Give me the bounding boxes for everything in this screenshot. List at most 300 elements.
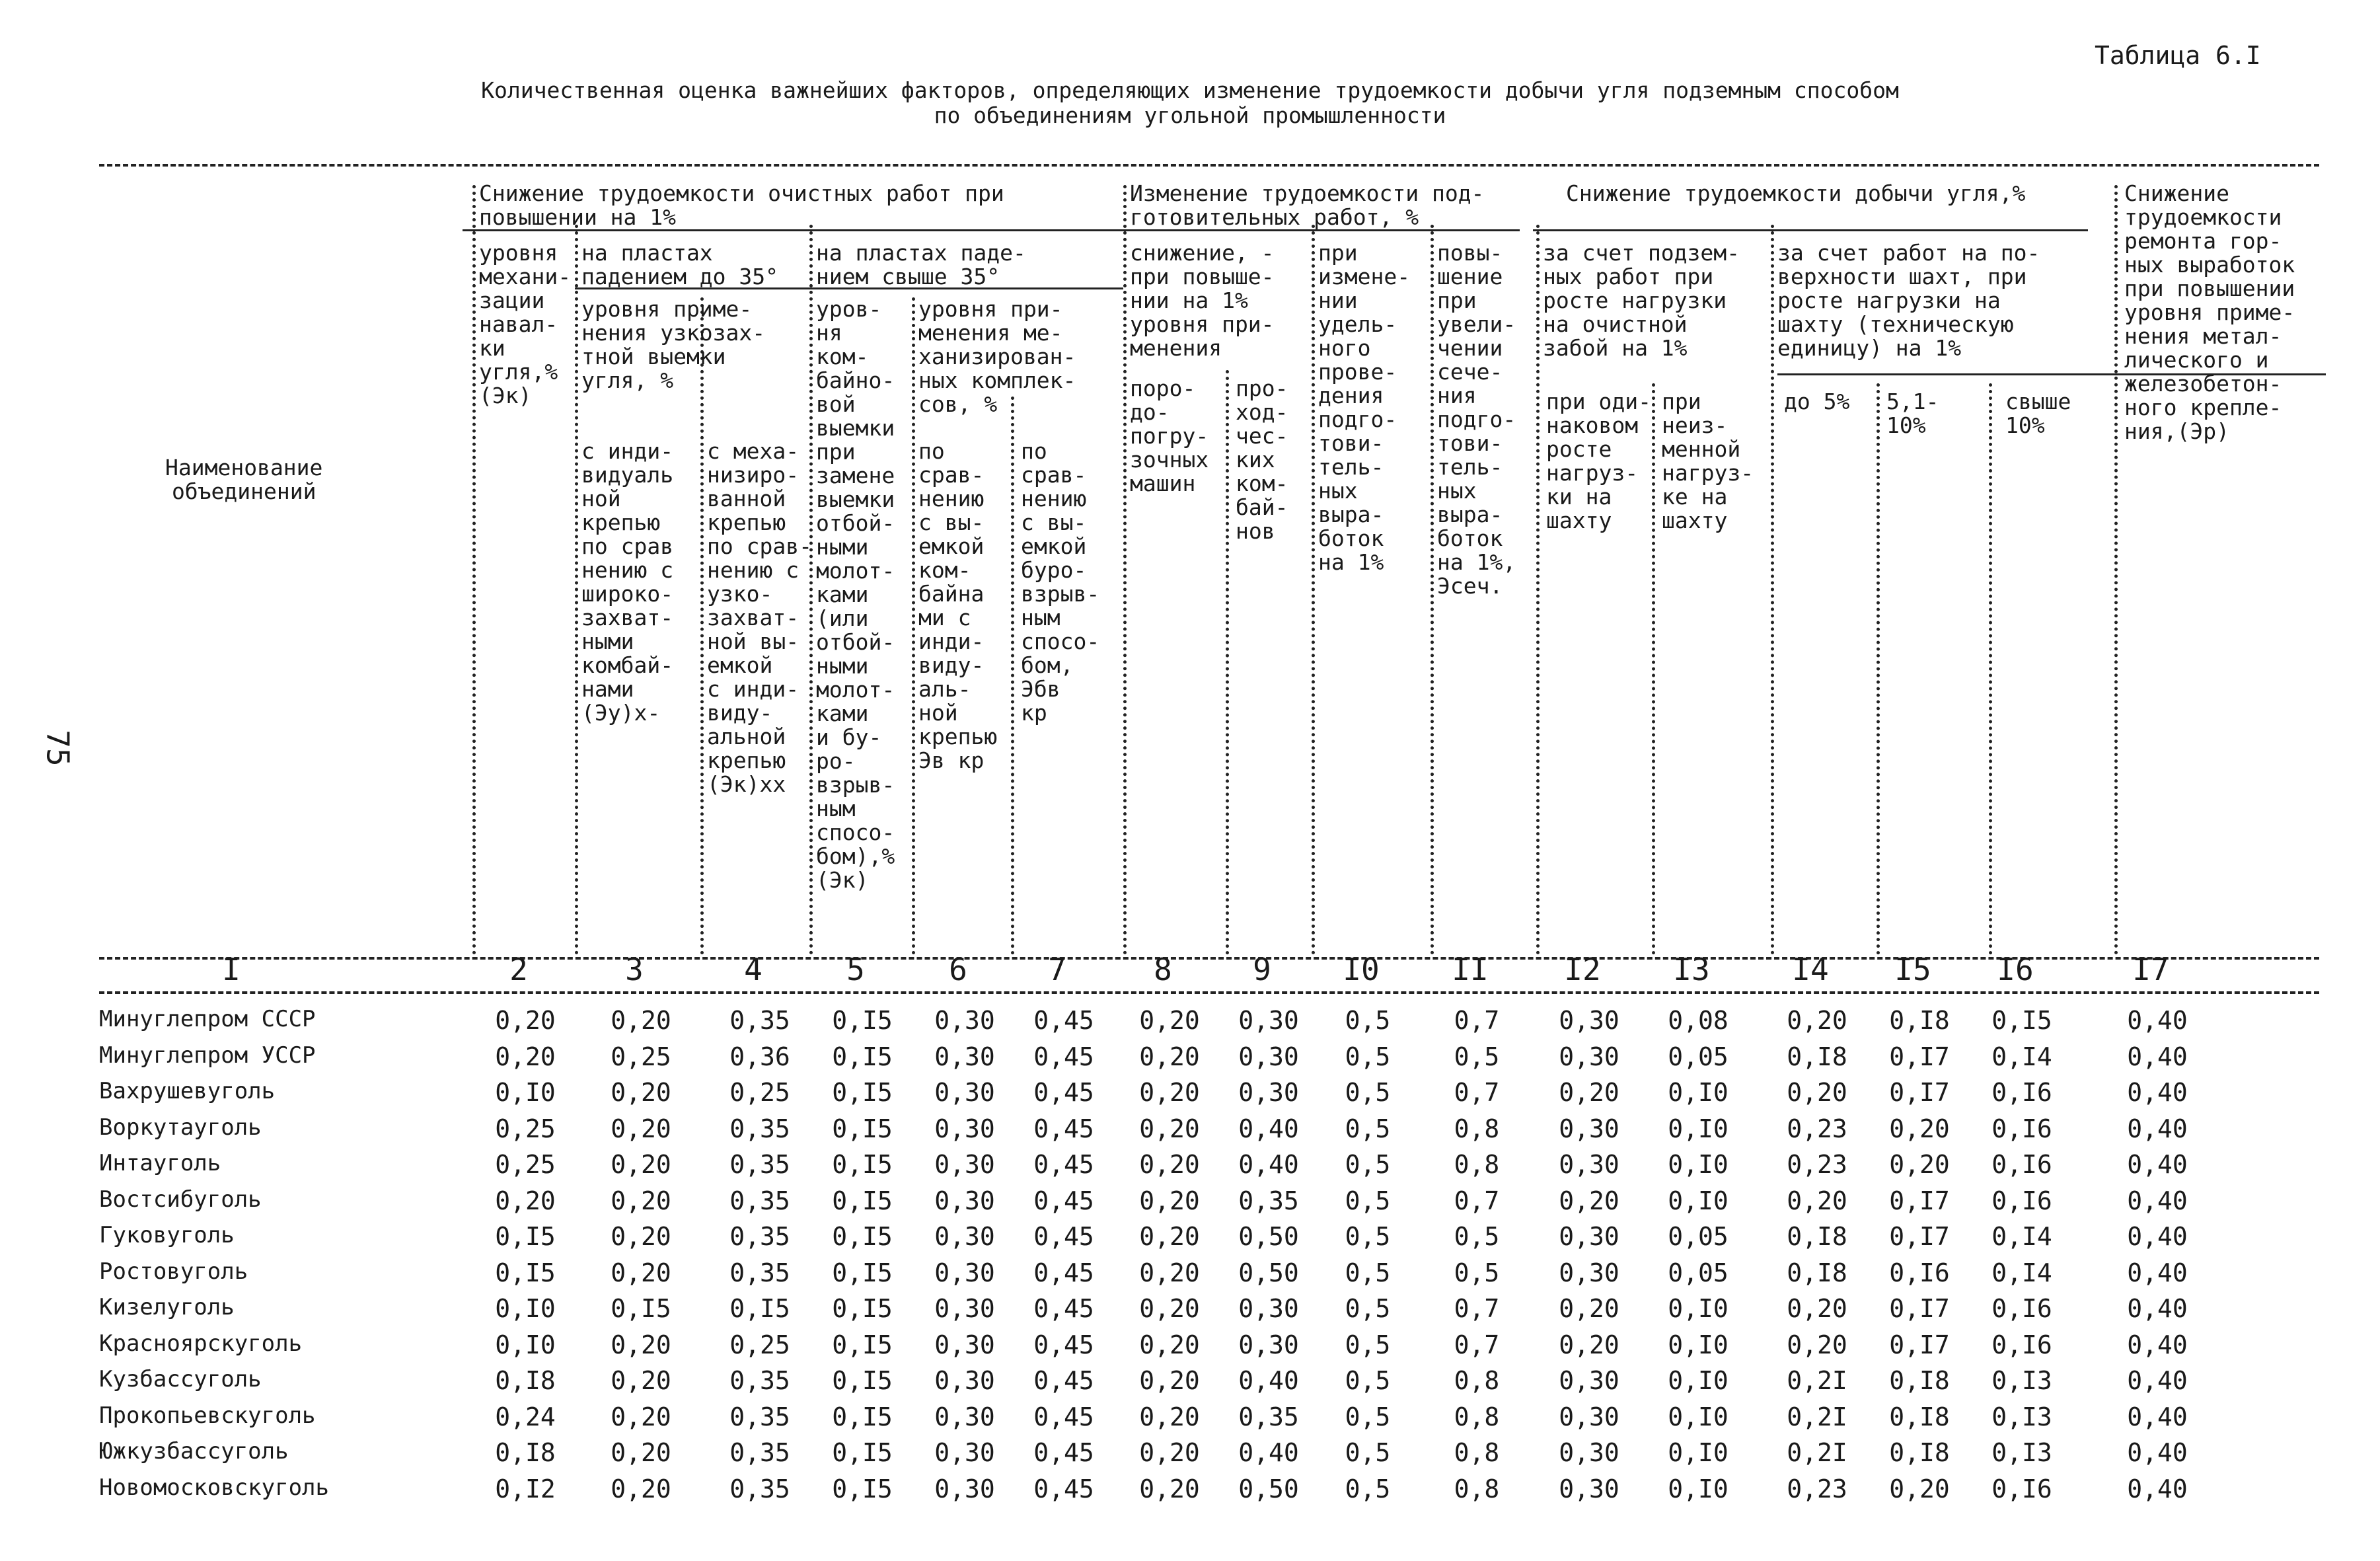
- table-cell: 0,5: [1345, 1006, 1391, 1035]
- table-cell: 0,5: [1345, 1294, 1391, 1323]
- table-cell: 0,I5: [832, 1042, 893, 1071]
- table-cell: 0,40: [2127, 1402, 2188, 1431]
- table-cell: 0,30: [1559, 1366, 1619, 1395]
- header-sub-8-9: снижение, - при повыше- нии на 1% уровня при- менения: [1130, 240, 1275, 361]
- table-cell: 0,20: [611, 1402, 671, 1431]
- column-number: I6: [1997, 952, 2034, 987]
- table-cell: 0,I7: [1889, 1042, 1950, 1071]
- table-cell: 0,35: [729, 1366, 790, 1395]
- table-cell: 0,I0: [1668, 1366, 1729, 1395]
- col-sep-8: [1226, 370, 1229, 955]
- table-cell: 0,20: [611, 1438, 671, 1467]
- table-row: [99, 1258, 2346, 1294]
- table-cell: 0,35: [729, 1006, 790, 1035]
- header-col7: по срав- нению с вы- емкой буро- взрыв- ным спосо- бом, Эбв кр: [1021, 438, 1100, 726]
- column-number: I7: [2132, 952, 2169, 987]
- table-cell: 0,30: [1559, 1402, 1619, 1431]
- table-cell: 0,50: [1238, 1222, 1299, 1251]
- header-col9: про- ход- чес- ких ком- бай- нов: [1236, 375, 1288, 544]
- table-cell: 0,30: [1559, 1042, 1619, 1071]
- col-sep-12: [1652, 383, 1655, 955]
- table-cell: 0,5: [1345, 1258, 1391, 1287]
- table-cell: 0,8: [1454, 1438, 1500, 1467]
- table-cell: 0,5: [1345, 1150, 1391, 1179]
- table-cell: 0,20: [1139, 1330, 1200, 1359]
- table-cell: 0,35: [729, 1186, 790, 1215]
- table-cell: 0,8: [1454, 1114, 1500, 1143]
- table-cell: 0,40: [2127, 1114, 2188, 1143]
- table-cell: 0,25: [611, 1042, 671, 1071]
- table-cell: 0,I8: [1889, 1402, 1950, 1431]
- table-cell: 0,20: [1139, 1078, 1200, 1107]
- table-cell: 0,I7: [1889, 1330, 1950, 1359]
- table-cell: 0,I0: [495, 1294, 556, 1323]
- table-row: [99, 1294, 2346, 1330]
- table-cell: 0,5: [1345, 1402, 1391, 1431]
- table-cell: 0,20: [1139, 1150, 1200, 1179]
- table-cell: 0,I5: [495, 1222, 556, 1251]
- table-cell: 0,2I: [1787, 1366, 1847, 1395]
- column-number: 8: [1154, 952, 1172, 987]
- row-name: Новомосковскуголь: [99, 1474, 329, 1501]
- table-cell: 0,I5: [832, 1438, 893, 1467]
- table-cell: 0,20: [611, 1150, 671, 1179]
- table-cell: 0,23: [1787, 1474, 1847, 1504]
- col-sep-6: [1011, 397, 1014, 955]
- table-row: [99, 1150, 2346, 1186]
- table-cell: 0,45: [1033, 1222, 1094, 1251]
- table-cell: 0,20: [1787, 1294, 1847, 1323]
- table-cell: 0,5: [1345, 1438, 1391, 1467]
- table-cell: 0,20: [611, 1474, 671, 1504]
- table-cell: 0,20: [495, 1042, 556, 1071]
- table-cell: 0,5: [1345, 1186, 1391, 1215]
- table-cell: 0,20: [1139, 1258, 1200, 1287]
- table-cell: 0,I0: [1668, 1330, 1729, 1359]
- column-number: I2: [1564, 952, 1601, 987]
- row-name: Гуковуголь: [99, 1222, 235, 1248]
- table-cell: 0,20: [611, 1330, 671, 1359]
- col-sep-7: [1123, 185, 1127, 955]
- table-cell: 0,20: [1787, 1330, 1847, 1359]
- table-cell: 0,30: [1559, 1222, 1619, 1251]
- header-col4: с меха- низиро- ванной крепью по срав- нению с узко- захват- ной вы- емкой с инди- виду- альной крепью (Эк)хх: [707, 438, 812, 797]
- table-cell: 0,I0: [1668, 1402, 1729, 1431]
- table-cell: 0,5: [1345, 1078, 1391, 1107]
- page-number: 75: [40, 730, 76, 767]
- table-cell: 0,40: [2127, 1330, 2188, 1359]
- table-cell: 0,I0: [1668, 1474, 1729, 1504]
- table-cell: 0,I8: [495, 1366, 556, 1395]
- header-col10: при измене- нии удель- ного прове- дения подго- тови- тель- ных выра- боток на 1%: [1318, 240, 1411, 575]
- table-cell: 0,20: [611, 1366, 671, 1395]
- table-cell: 0,30: [934, 1078, 995, 1107]
- group-c-underline: [1533, 229, 2088, 231]
- table-cell: 0,36: [729, 1042, 790, 1071]
- table-cell: 0,40: [2127, 1006, 2188, 1035]
- header-col5: уров- ня ком- байно- вой выемки при замене выемки отбой- ными молот- ками (или отбой- ными молот- ками и бу- ро- взрыв- ным спосо- бом),% (Эк): [816, 296, 895, 893]
- column-number: 6: [949, 952, 967, 987]
- table-cell: 0,8: [1454, 1402, 1500, 1431]
- table-cell: 0,I5: [832, 1474, 893, 1504]
- table-cell: 0,45: [1033, 1114, 1094, 1143]
- table-cell: 0,35: [729, 1474, 790, 1504]
- row-name: Кузбассуголь: [99, 1366, 262, 1392]
- column-number: 2: [509, 952, 528, 987]
- table-cell: 0,I5: [832, 1294, 893, 1323]
- table-cell: 0,I8: [1787, 1042, 1847, 1071]
- header-group-c: Снижение трудоемкости добычи угля,%: [1566, 180, 2026, 206]
- table-cell: 0,5: [1345, 1366, 1391, 1395]
- table-cell: 0,25: [495, 1114, 556, 1143]
- table-cell: 0,5: [1345, 1330, 1391, 1359]
- table-cell: 0,35: [729, 1222, 790, 1251]
- header-top-rule: [99, 164, 2319, 167]
- table-cell: 0,I0: [495, 1078, 556, 1107]
- header-col14: до 5%: [1784, 389, 1850, 414]
- table-cell: 0,45: [1033, 1438, 1094, 1467]
- table-cell: 0,20: [1787, 1078, 1847, 1107]
- header-col6: по срав- нению с вы- емкой ком- байна ми с инди- виду- аль- ной крепью Эв кр: [918, 438, 998, 773]
- table-cell: 0,I5: [1991, 1006, 2052, 1035]
- table-row: [99, 1042, 2346, 1078]
- table-cell: 0,I8: [1889, 1006, 1950, 1035]
- table-cell: 0,30: [1238, 1078, 1299, 1107]
- table-cell: 0,I5: [832, 1402, 893, 1431]
- table-cell: 0,7: [1454, 1006, 1500, 1035]
- table-cell: 0,40: [2127, 1438, 2188, 1467]
- table-cell: 0,25: [495, 1150, 556, 1179]
- table-cell: 0,20: [1139, 1114, 1200, 1143]
- table-cell: 0,30: [1559, 1474, 1619, 1504]
- table-cell: 0,30: [1559, 1150, 1619, 1179]
- table-cell: 0,40: [2127, 1294, 2188, 1323]
- col-sep-13: [1771, 225, 1774, 955]
- table-cell: 0,5: [1345, 1222, 1391, 1251]
- table-cell: 0,30: [934, 1294, 995, 1323]
- row-name: Минуглепром СССР: [99, 1006, 316, 1032]
- table-cell: 0,30: [934, 1222, 995, 1251]
- table-cell: 0,I8: [1889, 1438, 1950, 1467]
- row-name: Кизелуголь: [99, 1294, 235, 1320]
- table-cell: 0,30: [934, 1474, 995, 1504]
- table-cell: 0,40: [2127, 1078, 2188, 1107]
- table-cell: 0,24: [495, 1402, 556, 1431]
- table-cell: 0,08: [1668, 1006, 1729, 1035]
- table-cell: 0,I3: [1991, 1366, 2052, 1395]
- table-cell: 0,30: [1559, 1114, 1619, 1143]
- table-row: [99, 1114, 2346, 1150]
- col-sep-14: [1877, 383, 1880, 955]
- header-sub-12-13: за счет подзем- ных работ при росте нагрузки на очистной забой на 1%: [1543, 240, 1740, 361]
- table-cell: 0,20: [1559, 1078, 1619, 1107]
- header-sub-14-16: за счет работ на по- верхности шахт, при росте нагрузки на шахту (техническую единицу) на 1%: [1777, 240, 2040, 361]
- table-cell: 0,8: [1454, 1474, 1500, 1504]
- table-cell: 0,30: [934, 1186, 995, 1215]
- table-cell: 0,20: [1139, 1222, 1200, 1251]
- table-cell: 0,20: [1559, 1330, 1619, 1359]
- table-cell: 0,I6: [1991, 1150, 2052, 1179]
- table-cell: 0,I5: [832, 1006, 893, 1035]
- table-cell: 0,05: [1668, 1258, 1729, 1287]
- table-cell: 0,30: [934, 1438, 995, 1467]
- table-cell: 0,20: [1139, 1042, 1200, 1071]
- table-row: [99, 1222, 2346, 1258]
- table-cell: 0,2I: [1787, 1438, 1847, 1467]
- table-cell: 0,35: [729, 1114, 790, 1143]
- table-cell: 0,I0: [495, 1330, 556, 1359]
- table-cell: 0,45: [1033, 1186, 1094, 1215]
- table-cell: 0,I5: [832, 1078, 893, 1107]
- column-number: 5: [846, 952, 865, 987]
- row-name: Интауголь: [99, 1150, 221, 1176]
- table-cell: 0,30: [1559, 1438, 1619, 1467]
- table-cell: 0,I6: [1991, 1078, 2052, 1107]
- column-number: I0: [1343, 952, 1380, 987]
- table-cell: 0,40: [2127, 1222, 2188, 1251]
- table-cell: 0,I4: [1991, 1258, 2052, 1287]
- column-number: I4: [1792, 952, 1829, 987]
- table-cell: 0,20: [611, 1114, 671, 1143]
- table-cell: 0,5: [1345, 1474, 1391, 1504]
- table-cell: 0,25: [729, 1078, 790, 1107]
- table-cell: 0,40: [2127, 1042, 2188, 1071]
- table-cell: 0,I5: [832, 1186, 893, 1215]
- table-cell: 0,45: [1033, 1330, 1094, 1359]
- table-cell: 0,I5: [832, 1330, 893, 1359]
- column-number: 3: [625, 952, 644, 987]
- table-cell: 0,I5: [832, 1366, 893, 1395]
- table-cell: 0,50: [1238, 1258, 1299, 1287]
- header-sub-5-7: на пластах паде- нием свыше 35°: [816, 240, 1026, 289]
- table-cell: 0,20: [611, 1006, 671, 1035]
- table-cell: 0,7: [1454, 1078, 1500, 1107]
- table-cell: 0,I0: [1668, 1150, 1729, 1179]
- table-cell: 0,20: [611, 1186, 671, 1215]
- table-cell: 0,35: [1238, 1402, 1299, 1431]
- header-sub-3-4: на пластах падением до 35°: [581, 240, 779, 289]
- col-sep-2: [575, 225, 578, 955]
- table-cell: 0,23: [1787, 1114, 1847, 1143]
- table-cell: 0,30: [1238, 1006, 1299, 1035]
- table-cell: 0,I6: [1991, 1330, 2052, 1359]
- table-cell: 0,20: [611, 1078, 671, 1107]
- table-cell: 0,I8: [1889, 1366, 1950, 1395]
- table-cell: 0,40: [2127, 1366, 2188, 1395]
- table-cell: 0,45: [1033, 1078, 1094, 1107]
- table-title-line1: Количественная оценка важнейших факторов, определяющих изменение трудоемкости добычи угля подземным способом: [481, 77, 1899, 103]
- table-cell: 0,I0: [1668, 1078, 1729, 1107]
- row-name: Южкузбассуголь: [99, 1438, 289, 1465]
- header-name: Наименование объединений: [165, 455, 323, 504]
- table-cell: 0,30: [934, 1402, 995, 1431]
- table-row: [99, 1366, 2346, 1402]
- table-cell: 0,40: [2127, 1258, 2188, 1287]
- table-cell: 0,40: [1238, 1114, 1299, 1143]
- table-cell: 0,20: [495, 1006, 556, 1035]
- table-cell: 0,20: [1889, 1114, 1950, 1143]
- column-number: 4: [744, 952, 762, 987]
- table-cell: 0,I5: [495, 1258, 556, 1287]
- table-cell: 0,30: [934, 1258, 995, 1287]
- table-cell: 0,8: [1454, 1366, 1500, 1395]
- table-cell: 0,5: [1454, 1222, 1500, 1251]
- header-col13: при неиз- менной нагруз- ке на шахту: [1662, 389, 1754, 533]
- table-cell: 0,7: [1454, 1330, 1500, 1359]
- table-cell: 0,I2: [495, 1474, 556, 1504]
- table-cell: 0,5: [1345, 1114, 1391, 1143]
- table-cell: 0,20: [611, 1258, 671, 1287]
- table-cell: 0,40: [2127, 1186, 2188, 1215]
- table-cell: 0,05: [1668, 1042, 1729, 1071]
- table-cell: 0,I0: [1668, 1438, 1729, 1467]
- column-number-rule-bottom: [99, 991, 2319, 994]
- table-cell: 0,7: [1454, 1294, 1500, 1323]
- header-group-a: Снижение трудоемкости очистных работ при повышении на 1%: [479, 180, 1004, 230]
- table-row: [99, 1402, 2346, 1438]
- table-cell: 0,30: [1238, 1330, 1299, 1359]
- header-col12: при оди- наковом росте нагруз- ки на шахту: [1546, 389, 1651, 533]
- table-row: [99, 1330, 2346, 1366]
- table-cell: 0,20: [1139, 1402, 1200, 1431]
- table-cell: 0,20: [1787, 1186, 1847, 1215]
- col-sep-11: [1536, 225, 1540, 955]
- table-cell: 0,I8: [495, 1438, 556, 1467]
- table-cell: 0,45: [1033, 1042, 1094, 1071]
- table-cell: 0,I5: [729, 1294, 790, 1323]
- header-col16: свыше 10%: [2005, 389, 2071, 438]
- column-number: I3: [1673, 952, 1710, 987]
- table-cell: 0,5: [1345, 1042, 1391, 1071]
- table-cell: 0,20: [495, 1186, 556, 1215]
- table-cell: 0,35: [729, 1402, 790, 1431]
- col-sep-3: [700, 297, 704, 955]
- table-cell: 0,I6: [1991, 1186, 2052, 1215]
- table-cell: 0,30: [934, 1006, 995, 1035]
- table-cell: 0,30: [1559, 1006, 1619, 1035]
- row-name: Востсибуголь: [99, 1186, 262, 1213]
- table-cell: 0,I6: [1991, 1114, 2052, 1143]
- column-number: I: [222, 952, 241, 987]
- table-cell: 0,I7: [1889, 1186, 1950, 1215]
- col-sep-9: [1312, 225, 1315, 955]
- table-cell: 0,05: [1668, 1222, 1729, 1251]
- table-cell: 0,5: [1454, 1042, 1500, 1071]
- table-cell: 0,35: [1238, 1186, 1299, 1215]
- column-number: 7: [1048, 952, 1066, 987]
- table-cell: 0,40: [2127, 1474, 2188, 1504]
- header-col17: Снижение трудоемкости ремонта гор- ных выработок при повышении уровня приме- нения метал- лического и железобетон- ного крепле- ния,(Эр): [2124, 180, 2295, 444]
- column-number: II: [1452, 952, 1489, 987]
- table-cell: 0,I6: [1991, 1294, 2052, 1323]
- table-cell: 0,20: [1889, 1150, 1950, 1179]
- row-name: Вахрушевуголь: [99, 1078, 276, 1104]
- table-cell: 0,I8: [1787, 1222, 1847, 1251]
- table-cell: 0,8: [1454, 1150, 1500, 1179]
- table-cell: 0,45: [1033, 1258, 1094, 1287]
- table-cell: 0,30: [934, 1114, 995, 1143]
- table-cell: 0,50: [1238, 1474, 1299, 1504]
- table-cell: 0,20: [1139, 1366, 1200, 1395]
- row-name: Ростовуголь: [99, 1258, 248, 1285]
- table-cell: 0,I6: [1889, 1258, 1950, 1287]
- row-name: Воркутауголь: [99, 1114, 262, 1141]
- header-col15: 5,1- 10%: [1886, 389, 1939, 438]
- table-cell: 0,2I: [1787, 1402, 1847, 1431]
- column-number: 9: [1253, 952, 1271, 987]
- table-cell: 0,I7: [1889, 1222, 1950, 1251]
- row-name: Минуглепром УССР: [99, 1042, 316, 1069]
- table-cell: 0,I0: [1668, 1186, 1729, 1215]
- table-cell: 0,45: [1033, 1294, 1094, 1323]
- table-row: [99, 1474, 2346, 1510]
- table-row: [99, 1006, 2346, 1042]
- table-cell: 0,20: [1139, 1294, 1200, 1323]
- table-cell: 0,I7: [1889, 1294, 1950, 1323]
- table-cell: 0,45: [1033, 1402, 1094, 1431]
- table-row: [99, 1078, 2346, 1114]
- table-cell: 0,I3: [1991, 1402, 2052, 1431]
- col-sep-16: [2114, 185, 2118, 955]
- table-cell: 0,35: [729, 1150, 790, 1179]
- table-cell: 0,30: [934, 1150, 995, 1179]
- col-sep-1: [472, 185, 476, 955]
- table-cell: 0,5: [1454, 1258, 1500, 1287]
- table-cell: 0,30: [934, 1042, 995, 1071]
- col-sep-15: [1989, 383, 1992, 955]
- table-cell: 0,I5: [832, 1258, 893, 1287]
- table-cell: 0,25: [729, 1330, 790, 1359]
- table-cell: 0,40: [1238, 1366, 1299, 1395]
- table-cell: 0,20: [1559, 1294, 1619, 1323]
- table-cell: 0,20: [1559, 1186, 1619, 1215]
- table-cell: 0,20: [1787, 1006, 1847, 1035]
- table-cell: 0,I7: [1889, 1078, 1950, 1107]
- table-cell: 0,45: [1033, 1474, 1094, 1504]
- header-col8: поро- до- погру- зочных машин: [1130, 375, 1209, 496]
- table-cell: 0,I0: [1668, 1114, 1729, 1143]
- header-group-b: Изменение трудоемкости под- готовительных работ, %: [1130, 180, 1485, 230]
- table-cell: 0,20: [1139, 1186, 1200, 1215]
- table-title: [0, 78, 2380, 128]
- table-cell: 0,20: [1139, 1474, 1200, 1504]
- table-cell: 0,30: [1238, 1294, 1299, 1323]
- row-name: Красноярскуголь: [99, 1330, 303, 1357]
- table-cell: 0,I3: [1991, 1438, 2052, 1467]
- table-cell: 0,I5: [611, 1294, 671, 1323]
- table-cell: 0,I5: [832, 1114, 893, 1143]
- table-cell: 0,30: [1238, 1042, 1299, 1071]
- col-sep-10: [1431, 225, 1434, 955]
- header-sub-3-4b: уровня приме- нения узкозах- тной выемки угля, %: [581, 296, 766, 393]
- table-cell: 0,I6: [1991, 1474, 2052, 1504]
- table-row: [99, 1438, 2346, 1474]
- table-cell: 0,45: [1033, 1006, 1094, 1035]
- table-row: [99, 1186, 2346, 1222]
- table-cell: 0,I5: [832, 1150, 893, 1179]
- col-sep-5: [912, 297, 915, 955]
- table-cell: 0,I4: [1991, 1222, 2052, 1251]
- header-col3: с инди- видуаль ной крепью по срав нению с широко- захват- ными комбай- нами (Эу)х-: [581, 438, 674, 726]
- header-col2: уровня механи- зации навал- ки угля,% (Эк): [479, 240, 572, 408]
- table-cell: 0,20: [1889, 1474, 1950, 1504]
- row-name: Прокопьевскуголь: [99, 1402, 316, 1429]
- table-cell: 0,40: [1238, 1150, 1299, 1179]
- table-cell: 0,20: [611, 1222, 671, 1251]
- table-cell: 0,35: [729, 1258, 790, 1287]
- table-title-line2: по объединениям угольной промышленности: [934, 102, 1446, 128]
- table-cell: 0,30: [1559, 1258, 1619, 1287]
